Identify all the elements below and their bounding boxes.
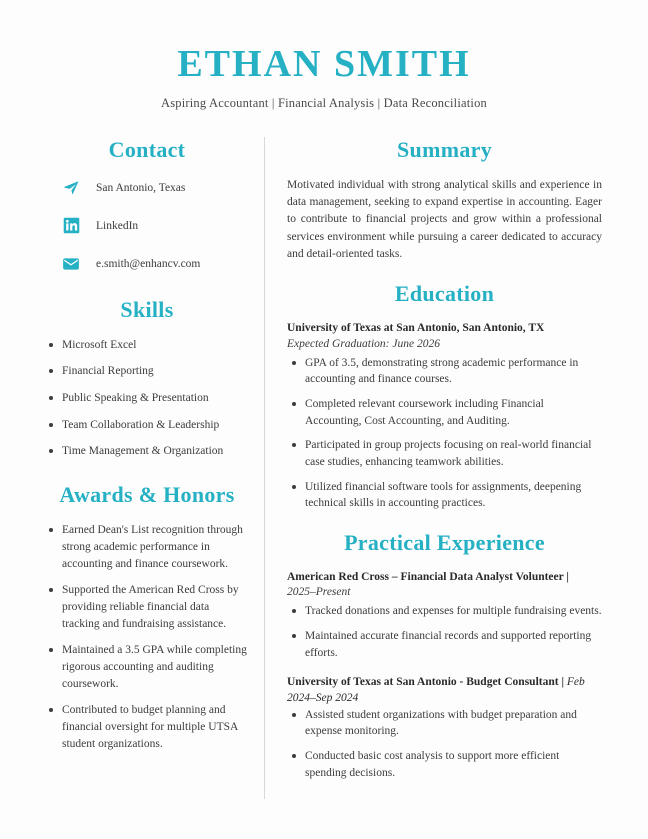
contact-item-email[interactable] [46,253,248,275]
experience-entry-org: University of Texas at San Antonio - Budget Consultant | [287,676,564,689]
list-item: Participated in group projects focusing on real-world financial case studies, enhancing teamwork abilities. [287,437,602,470]
list-item: Team Collaboration & Leadership [46,417,248,434]
summary-text: Motivated individual with strong analytical skills and experience in data management, seeking to expand expertise in accounting. Eager to contribute to financial projects and grow within a professional services environment while pursuing a career dedicated to accuracy and detail-oriented tasks. [287,178,602,260]
education-bullets [287,355,602,512]
list-item: Maintained accurate financial records and supported reporting efforts. [287,628,602,661]
experience-entry [287,675,602,781]
contact-item-location [46,177,248,199]
list-item: Assisted student organizations with budget preparation and expense monitoring. [287,707,602,740]
experience-section [287,530,602,781]
summary-section [287,137,602,263]
list-item: Conducted basic cost analysis to support more efficient spending decisions. [287,748,602,781]
contact-section [46,137,248,275]
skills-list [46,337,248,460]
experience-section-title: Practical Experience [344,529,545,555]
list-item: Public Speaking & Presentation [46,390,248,407]
skills-section [46,297,248,460]
resume-header [46,44,602,111]
education-section-title: Education [394,281,495,307]
experience-entry-title: American Red Cross – Financial Data Analyst Volunteer | [287,570,569,583]
awards-section [46,482,248,752]
experience-entry-dates: 2025–Present [287,586,351,599]
education-entry-subtitle: Expected Graduation: June 2026 [287,337,440,350]
list-item: Supported the American Red Cross by providing reliable financial data tracking and fundraising assistance. [46,582,248,632]
list-item: Maintained a 3.5 GPA while completing rigorous accounting and auditing coursework. [46,642,248,692]
header-tagline: Aspiring Accountant | Financial Analysis | Data Reconciliation [160,95,488,110]
contact-linkedin-text[interactable]: LinkedIn [96,219,139,232]
email-envelope-icon [60,253,82,275]
list-item: Contributed to budget planning and financial oversight for multiple UTSA student organizations. [46,702,248,752]
education-entry [287,321,602,512]
experience-entry-title [287,675,602,706]
experience-entry-dates: Feb 2024–Sep 2024 [287,676,585,704]
list-item: Earned Dean's List recognition through strong academic performance in accounting and finance coursework. [46,522,248,572]
list-item: Time Management & Organization [46,443,248,460]
awards-list [46,522,248,752]
education-entry-title: University of Texas at San Antonio, San Antonio, TX [287,322,545,335]
contact-item-linkedin[interactable] [46,215,248,237]
skills-section-title: Skills [120,296,174,322]
experience-bullets [287,707,602,782]
right-column [265,137,602,799]
contact-location-text: San Antonio, Texas [96,181,186,194]
experience-bullets [287,603,602,661]
list-item: Utilized financial software tools for assignments, deepening technical skills in accounting practices. [287,479,602,512]
awards-section-title: Awards & Honors [59,482,235,508]
education-section [287,281,602,512]
contact-section-title: Contact [108,136,186,162]
page-title: ETHAN SMITH [177,43,471,85]
location-pin-icon [60,177,82,199]
left-column [46,137,264,799]
list-item: Completed relevant coursework including Financial Accounting, Cost Accounting, and Auditing. [287,396,602,429]
list-item: Tracked donations and expenses for multiple fundraising events. [287,603,602,620]
list-item: Financial Reporting [46,363,248,380]
linkedin-icon [60,215,82,237]
list-item: Microsoft Excel [46,337,248,354]
experience-entry [287,570,602,662]
summary-section-title: Summary [397,136,492,162]
contact-email-text[interactable]: e.smith@enhancv.com [96,257,201,270]
resume-body [46,137,602,799]
list-item: GPA of 3.5, demonstrating strong academic performance in accounting and finance courses. [287,355,602,388]
